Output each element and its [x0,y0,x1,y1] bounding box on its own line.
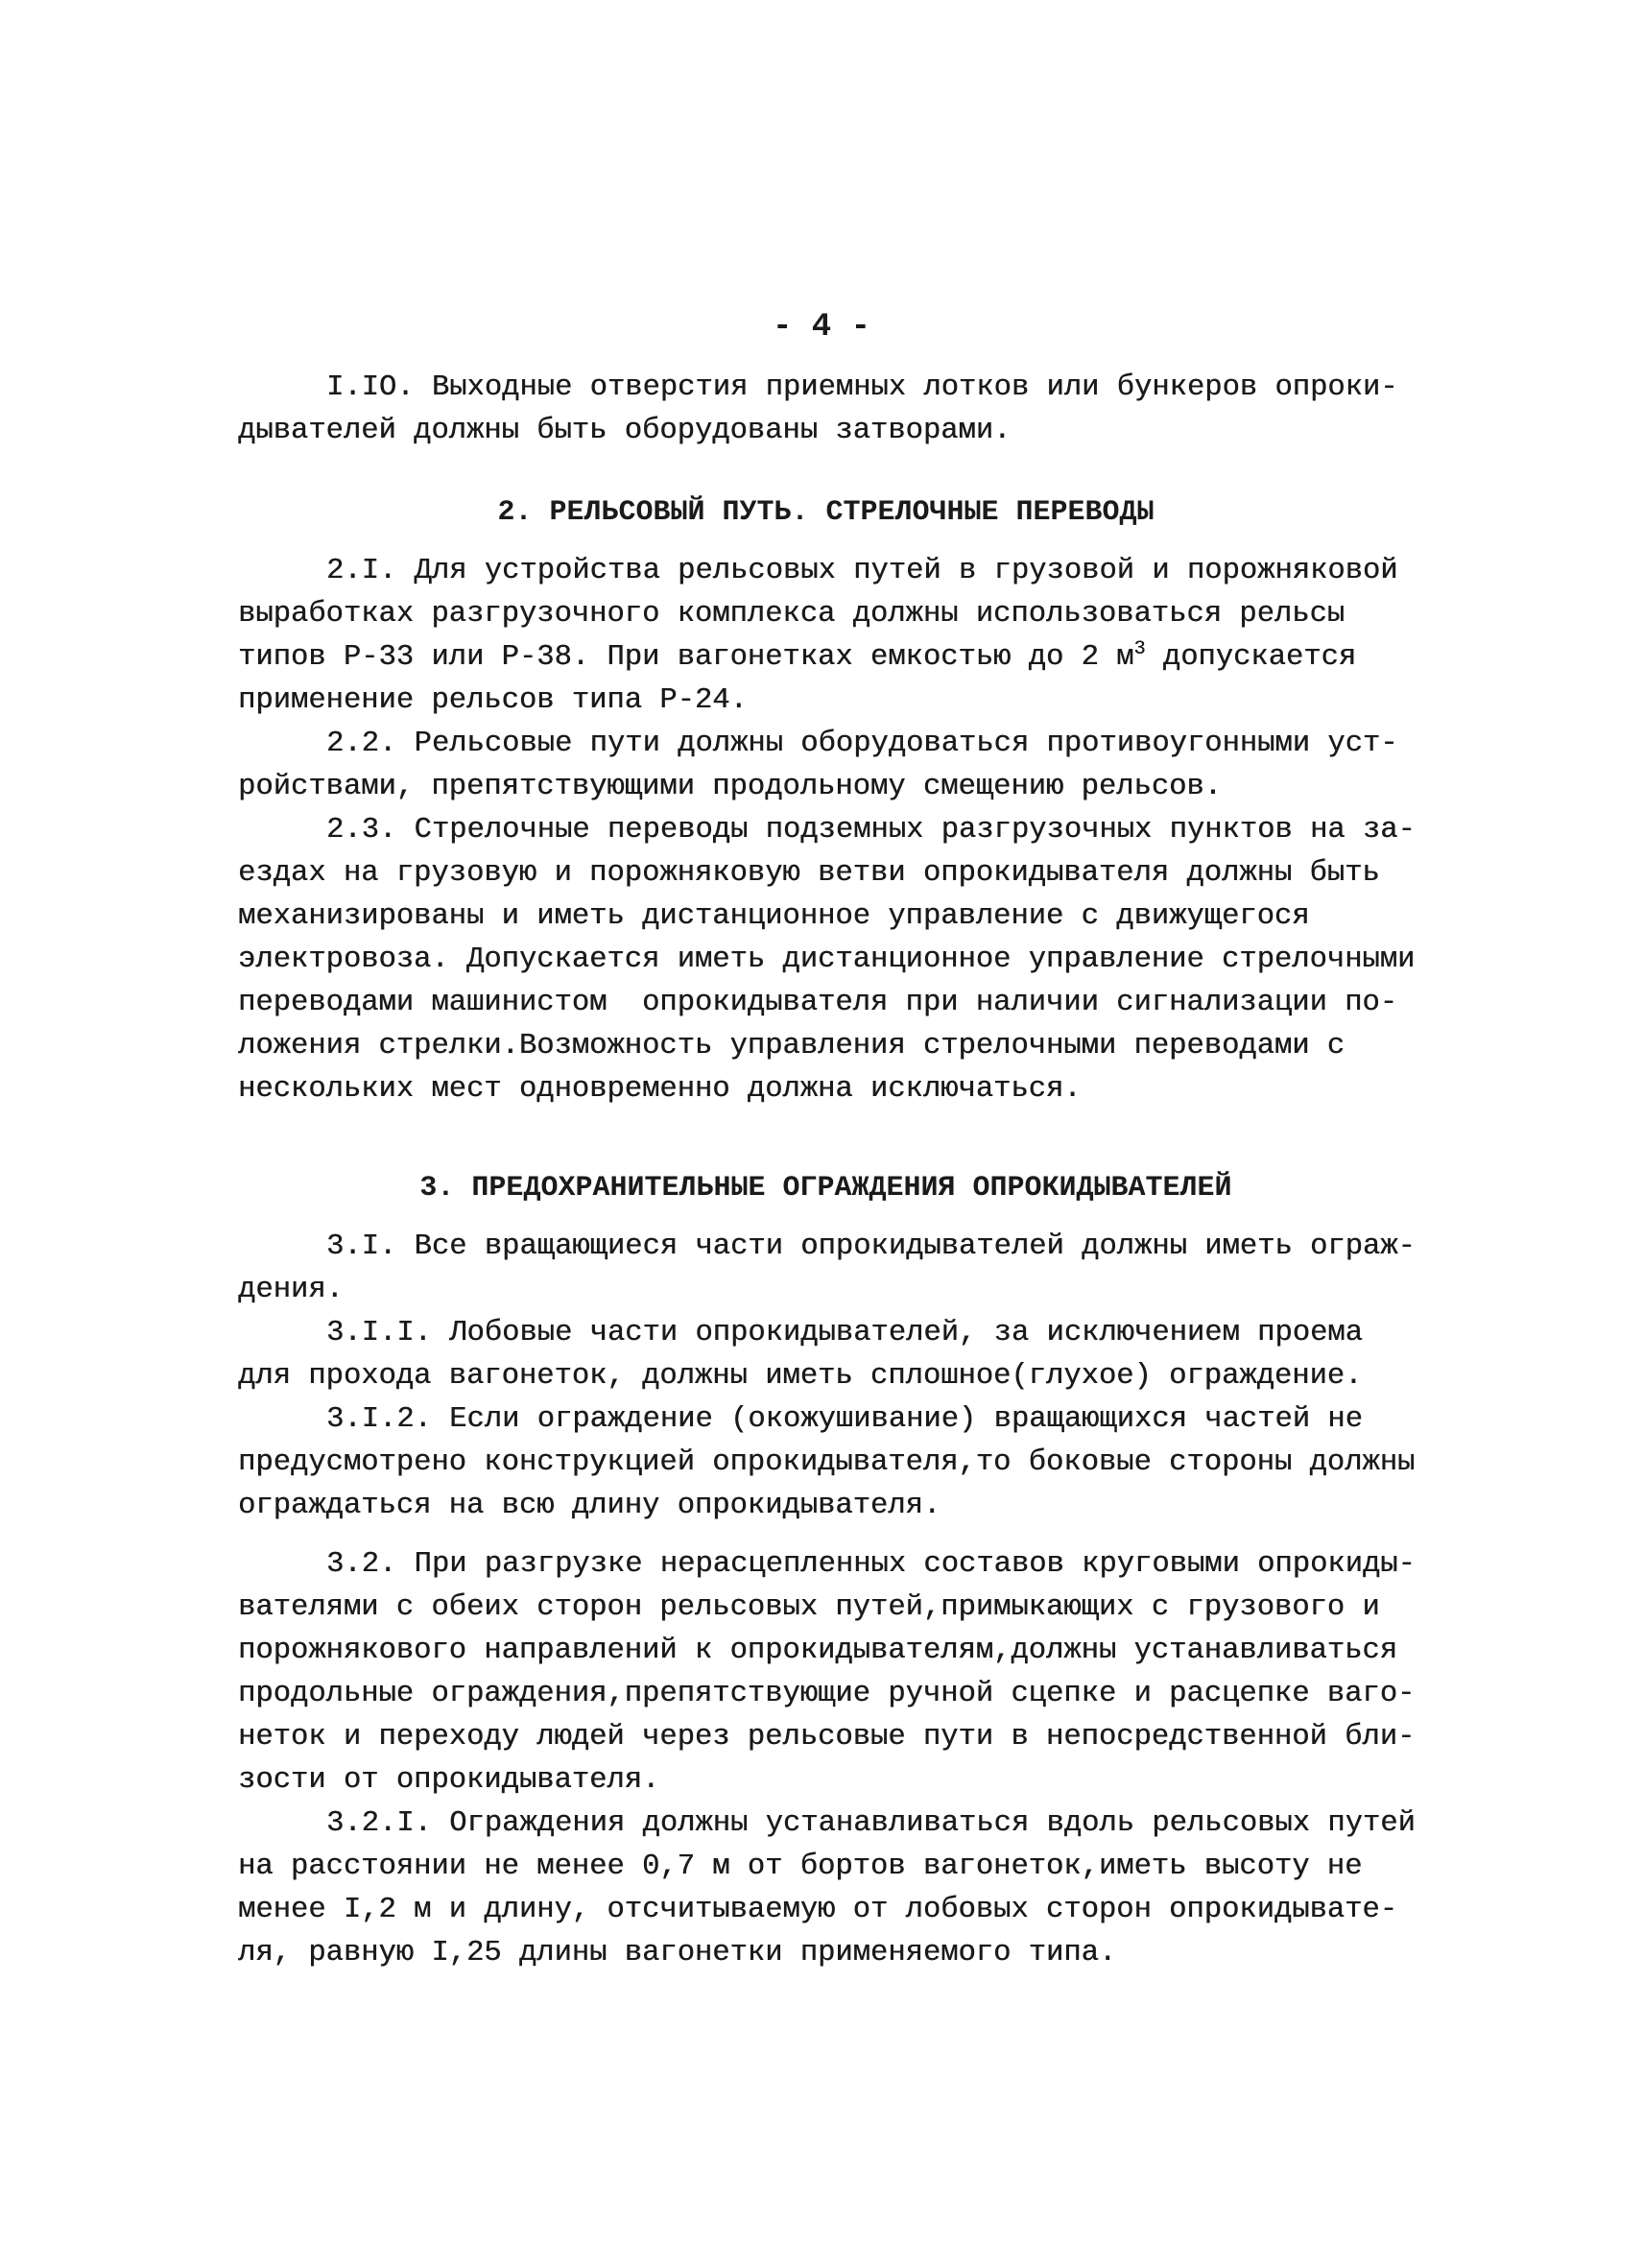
text-line: на расстоянии не менее 0,7 м от бортов вагонеток,иметь высоту не [238,1850,1363,1883]
text-line: 3.I.2. Если ограждение (окожушивание) вращающихся частей не [326,1403,1363,1436]
text-line: порожнякового направлений к опрокидывателям,должны устанавливаться [238,1635,1397,1667]
text-line: 3.I.I. Лобовые части опрокидывателей, за исключением проема [326,1317,1363,1349]
text-line: ложения стрелки.Возможность управления стрелочными переводами с [238,1030,1345,1062]
text-line: ездах на грузовую и порожняковую ветви опрокидывателя должны быть [238,857,1380,890]
text-line [238,636,1414,680]
text-line: ля, равную I,25 длины вагонетки применяемого типа. [238,1937,1117,1970]
text-line: предусмотрено конструкцией опрокидывателя,то боковые стороны должны [238,1446,1416,1479]
text-line: 2.I. Для устройства рельсовых путей в грузовой и порожняковой [326,555,1398,587]
document-body [238,367,1414,1975]
text-line: дывателей должны быть оборудованы затворами. [238,415,1012,447]
paragraph-1-10 [238,367,1414,453]
section-3-heading: 3. ПРЕДОХРАНИТЕЛЬНЫЕ ОГРАЖДЕНИЯ ОПРОКИДЫВАТЕЛЕЙ [419,1172,1232,1205]
paragraph-3-1 [238,1226,1414,1312]
text-line: I.IO. Выходные отверстия приемных лотков или бункеров опроки- [326,371,1398,404]
text-line: 3.2. При разгрузке нерасцепленных составов круговыми опрокиды- [326,1548,1416,1581]
text-line: продольные ограждения,препятствующие ручной сцепке и расцепке ваго- [238,1678,1416,1710]
text-line: электровоза. Допускается иметь дистанционное управление стрелочными [238,943,1416,976]
text-line: 3.2.I. Ограждения должны устанавливаться вдоль рельсовых путей [326,1807,1416,1840]
text-line: ройствами, препятствующими продольному смещению рельсов. [238,771,1222,803]
text-line: выработках разгрузочного комплекса должны использоваться рельсы [238,598,1345,631]
paragraph-2-1 [238,550,1414,723]
text-line: неток и переходу людей через рельсовые пути в непосредственной бли- [238,1721,1416,1754]
text-line: ограждаться на всю длину опрокидывателя. [238,1490,941,1522]
text-line: 3.I. Все вращающиеся части опрокидывателей должны иметь ограж- [326,1230,1416,1263]
paragraph-3-1-2 [238,1398,1414,1528]
paragraph-3-2 [238,1543,1414,1802]
text-line: зости от опрокидывателя. [238,1764,660,1797]
text-line: менее I,2 м и длину, отсчитываемую от лобовых сторон опрокидывате- [238,1894,1397,1926]
text-segment: допускается [1145,641,1357,674]
paragraph-2-2 [238,723,1414,809]
superscript: 3 [1133,637,1146,660]
page-number: - 4 - [772,309,871,346]
paragraph-3-2-1 [238,1802,1414,1975]
text-line: применение рельсов типа Р-24. [238,684,748,717]
paragraph-2-3 [238,809,1414,1111]
text-line: нескольких мест одновременно должна исключаться. [238,1073,1082,1106]
text-line: 2.2. Рельсовые пути должны оборудоваться противоугонными уст- [326,728,1398,760]
text-line: механизированы и иметь дистанционное управление с движущегося [238,900,1310,933]
text-line: дения. [238,1274,344,1306]
text-segment: типов Р-33 или Р-38. При вагонетках емкостью до 2 м [238,641,1134,674]
text-line: для прохода вагонеток, должны иметь сплошное(глухое) ограждение. [238,1360,1363,1393]
text-line: 2.3. Стрелочные переводы подземных разгрузочных пунктов на за- [326,814,1416,847]
paragraph-3-1-1 [238,1312,1414,1398]
text-line: вателями с обеих сторон рельсовых путей,примыкающих с грузового и [238,1591,1380,1624]
section-2-heading: 2. РЕЛЬСОВЫЙ ПУТЬ. СТРЕЛОЧНЫЕ ПЕРЕВОДЫ [497,496,1155,529]
text-line: переводами машинистом опрокидывателя при наличии сигнализации по- [238,987,1397,1019]
